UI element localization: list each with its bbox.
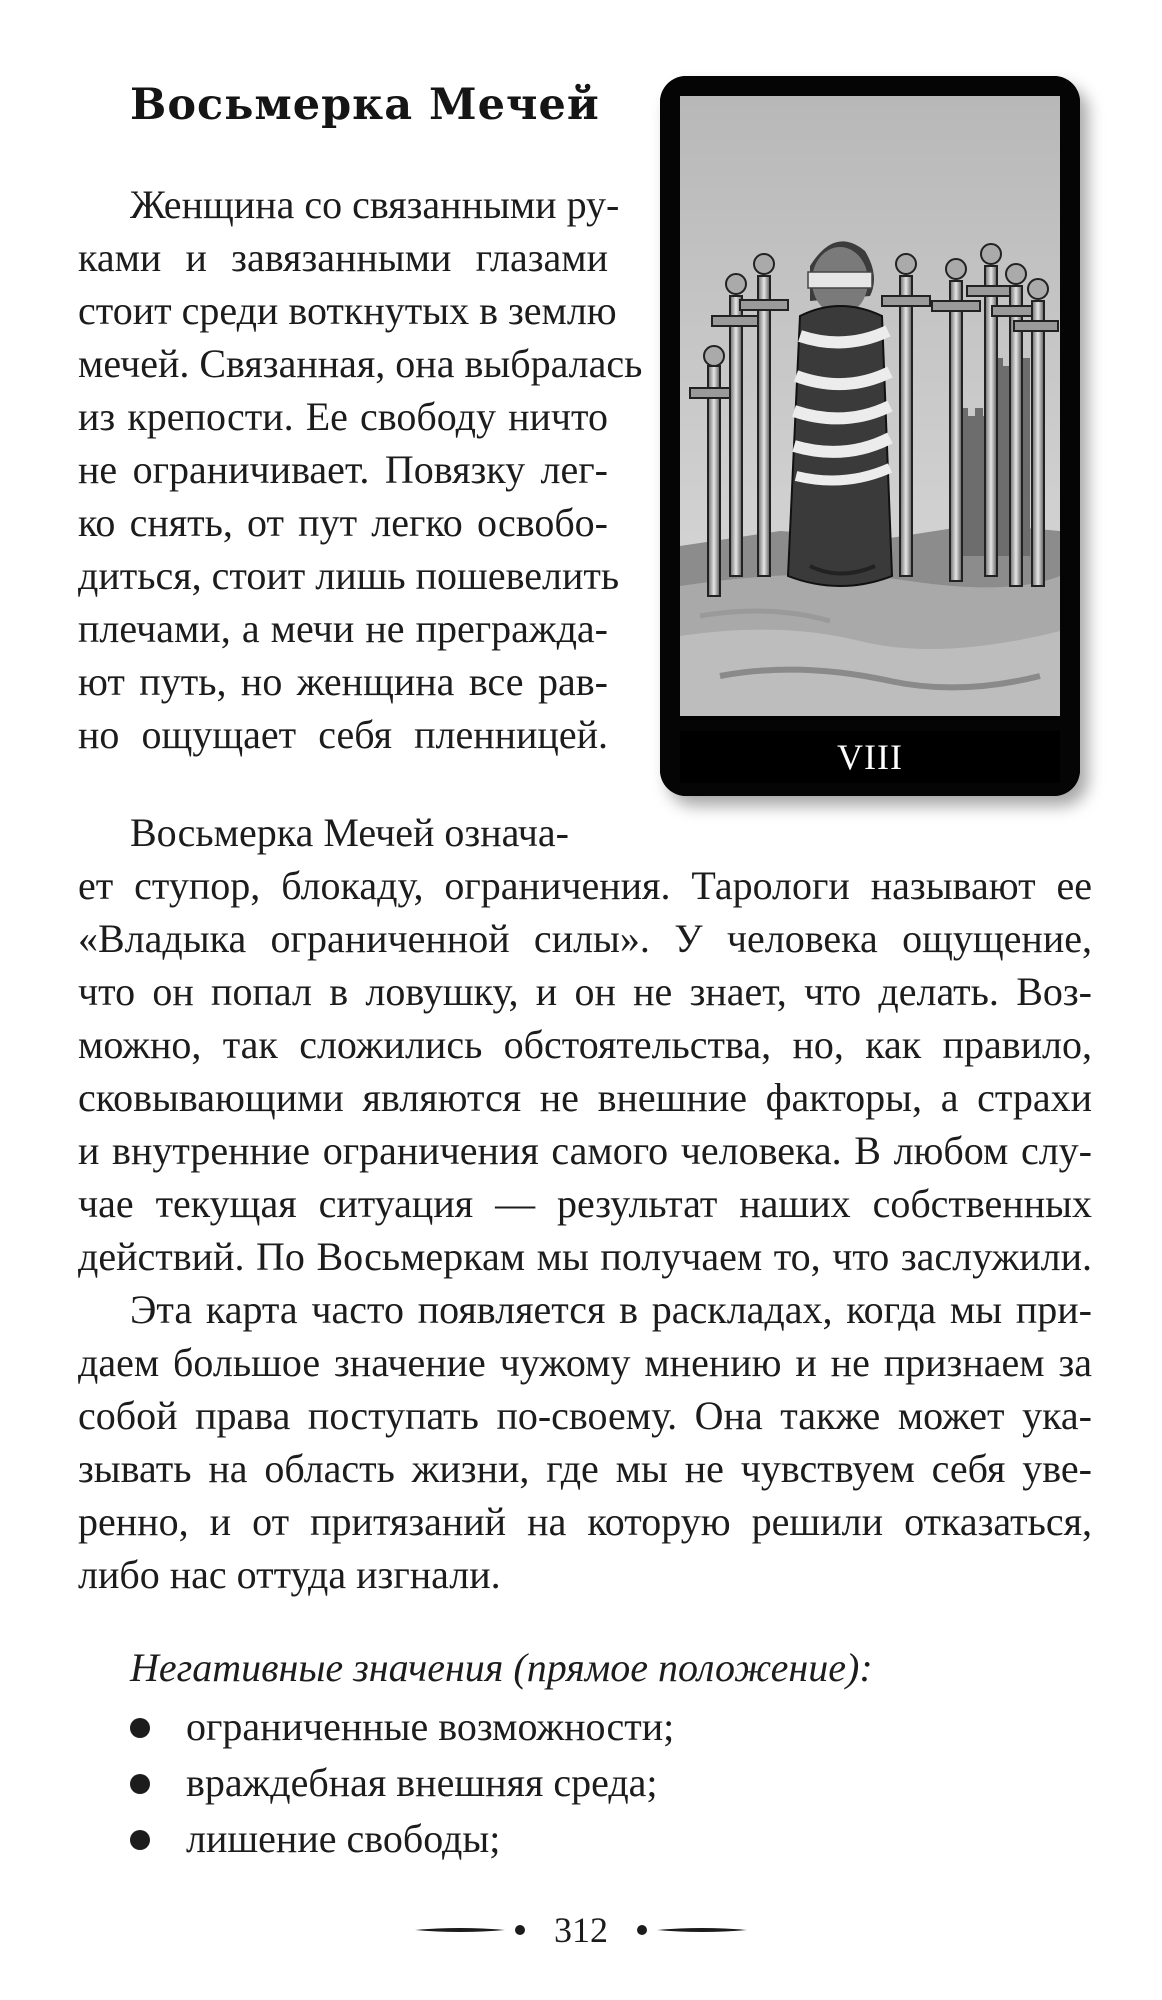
list-item: ограниченные возможности; (186, 1704, 675, 1749)
list-item: враждебная внешняя среда; (186, 1760, 658, 1805)
body-text-line: но ощущает себя пленницей. (78, 712, 608, 757)
body-text-line: действий. По Восьмеркам мы получаем то, что заслужили. (78, 1234, 1092, 1279)
list-item: лишение свободы; (186, 1816, 501, 1861)
body-text-line: Эта карта часто появляется в раскладах, когда мы при- (130, 1287, 1092, 1332)
body-text-line: чае текущая ситуация — результат наших собственных (78, 1181, 1092, 1226)
eight-of-swords-image (660, 76, 1080, 796)
section-heading: Негативные значения (прямое положение): (130, 1645, 873, 1690)
body-text-line: диться, стоит лишь пошевелить (78, 553, 620, 598)
body-text-line: ко снять, от пут легко освобо- (78, 500, 608, 545)
body-text-line: не ограничивает. Повязку лег- (78, 447, 608, 492)
body-text-line: плечами, а мечи не прегражда- (78, 606, 608, 651)
body-text-line: ют путь, но женщина все рав- (78, 659, 608, 704)
body-text-line: ет ступор, блокаду, ограничения. Тарологи называют ее (78, 863, 1092, 908)
body-text-line: «Владыка ограниченной силы». У человека ощущение, (78, 916, 1092, 961)
tarot-card-illustration (660, 76, 1080, 796)
bullet-icon (130, 1830, 150, 1850)
body-text-line: что он попал в ловушку, и он не знает, что делать. Воз- (78, 969, 1092, 1014)
body-text-line: ками и завязанными глазами (78, 235, 608, 280)
body-text-line: Восьмерка Мечей означа- (130, 810, 569, 855)
body-text-line: либо нас оттуда изгнали. (78, 1552, 501, 1597)
body-text-line: зывать на область жизни, где мы не чувствуем себя уве- (78, 1446, 1092, 1491)
page-title: Восьмерка Мечей (130, 80, 600, 130)
body-text-line: Женщина со связанными ру- (130, 182, 620, 227)
page-footer (0, 1905, 1162, 1955)
body-text-line: из крепости. Ее свободу ничто (78, 394, 608, 439)
body-text-line: ренно, и от притязаний на которую решили отказаться, (78, 1499, 1092, 1544)
page-number: 312 (554, 1910, 608, 1950)
body-text-line: мечей. Связанная, она выбралась (78, 341, 643, 386)
body-text-line: даем большое значение чужому мнению и не признаем за (78, 1340, 1092, 1385)
body-text-line: собой права поступать по-своему. Она также может ука- (78, 1393, 1092, 1438)
body-text-line: можно, так сложились обстоятельства, но, как правило, (78, 1022, 1092, 1067)
body-text-line: и внутренние ограничения самого человека. В любом слу- (78, 1128, 1092, 1173)
bullet-icon (130, 1718, 150, 1738)
body-text-line: сковывающими являются не внешние факторы, а страхи (78, 1075, 1092, 1120)
bullet-icon (130, 1774, 150, 1794)
card-numeral: VIII (837, 737, 903, 777)
body-text-line: стоит среди воткнутых в землю (78, 288, 617, 333)
